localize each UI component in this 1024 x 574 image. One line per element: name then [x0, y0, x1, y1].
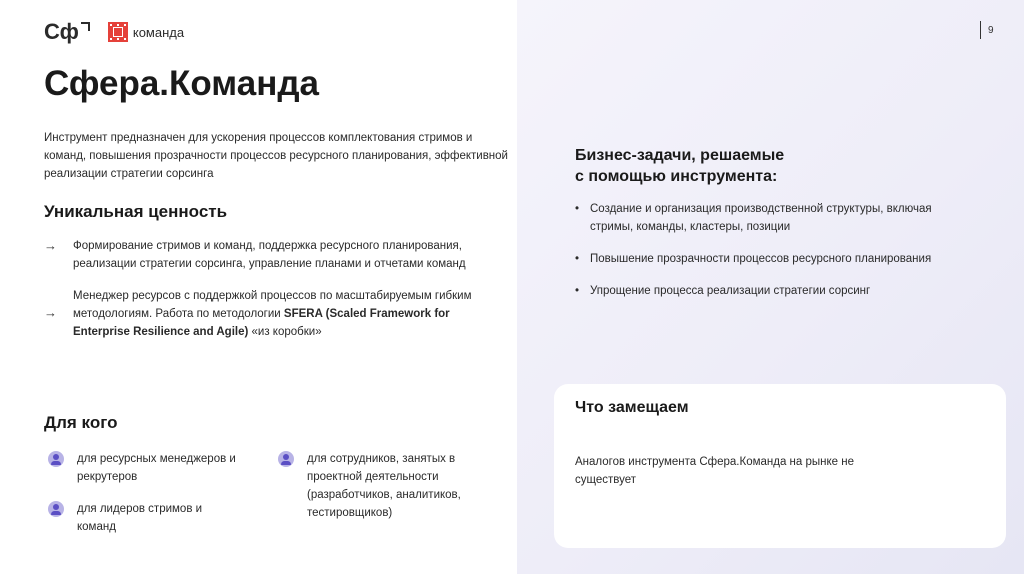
business-tasks-list [575, 200, 975, 300]
team-logo-icon [108, 22, 128, 42]
arrow-right-icon: → [44, 305, 57, 320]
business-task-item: • Создание и организация производственной структуры, включая стримы, команды, кластеры, позиции [575, 203, 932, 233]
value-item [44, 287, 494, 341]
business-task-item: • Упрощение процесса реализации стратегии сорсинг [575, 285, 871, 297]
audience-text: для сотрудников, занятых в проектной деятельности (разработчиков, аналитиков, тестировщиков) [307, 453, 461, 519]
logo-word: команда [132, 24, 185, 40]
page-number: 9 [988, 25, 994, 36]
business-task-text: Повышение прозрачности процессов ресурсного планирования [590, 253, 932, 265]
business-task-item: • Повышение прозрачности процессов ресурсного планирования [575, 253, 932, 265]
value-item-text-b: «из коробки» [248, 326, 322, 338]
unique-value-heading: Уникальная ценность [44, 202, 228, 221]
business-tasks-heading-line2: с помощью инструмента: [575, 168, 778, 185]
page-divider [980, 21, 981, 39]
audience-text: для ресурсных менеджеров и рекрутеров [77, 453, 236, 483]
value-item-text [73, 287, 494, 341]
business-tasks-heading-line1: Бизнес-задачи, решаемые [575, 147, 785, 164]
audience-item [48, 450, 258, 486]
user-icon [278, 451, 294, 467]
for-whom-heading: Для кого [44, 413, 118, 432]
audience-text: для лидеров стримов и команд [77, 503, 203, 533]
intro-text: Инструмент предназначен для ускорения процессов комплектования стримов и команд, повышения прозрачности процессов ресурсного планирования, эффективной реализации стратегии сорсинга [44, 132, 508, 180]
value-item-text: Формирование стримов и команд, поддержка ресурсного планирования, реализации стратегии сорсинга, управление планами и отчетами команд [73, 240, 466, 270]
logo-mark-text: Сф [44, 19, 79, 44]
replaces-text: Аналогов инструмента Сфера.Команда на рынке не существует [575, 456, 855, 486]
replaces-card [554, 384, 1006, 548]
business-task-text: Упрощение процесса реализации стратегии сорсинг [590, 285, 871, 297]
replaces-heading: Что замещаем [575, 399, 689, 416]
user-icon [48, 451, 64, 467]
audience-item [48, 500, 258, 536]
logo [44, 19, 184, 45]
logo-corner-icon [81, 22, 90, 31]
value-item-text-a: Менеджер ресурсов с поддержкой процессов по масштабируемым гибким методологиям. Работа по методологии [73, 290, 472, 320]
user-icon [48, 501, 64, 517]
business-task-text: Создание и организация производственной структуры, включая стримы, команды, кластеры, позиции [590, 203, 932, 233]
page-title: Сфера.Команда [44, 64, 320, 103]
sfera-methodology: SFERA (Scaled Framework for Enterprise Resilience and Agile) [73, 308, 450, 338]
business-tasks-heading [575, 145, 784, 187]
arrow-right-icon: → [44, 238, 57, 253]
value-item [44, 237, 494, 273]
audience-item [278, 450, 488, 522]
